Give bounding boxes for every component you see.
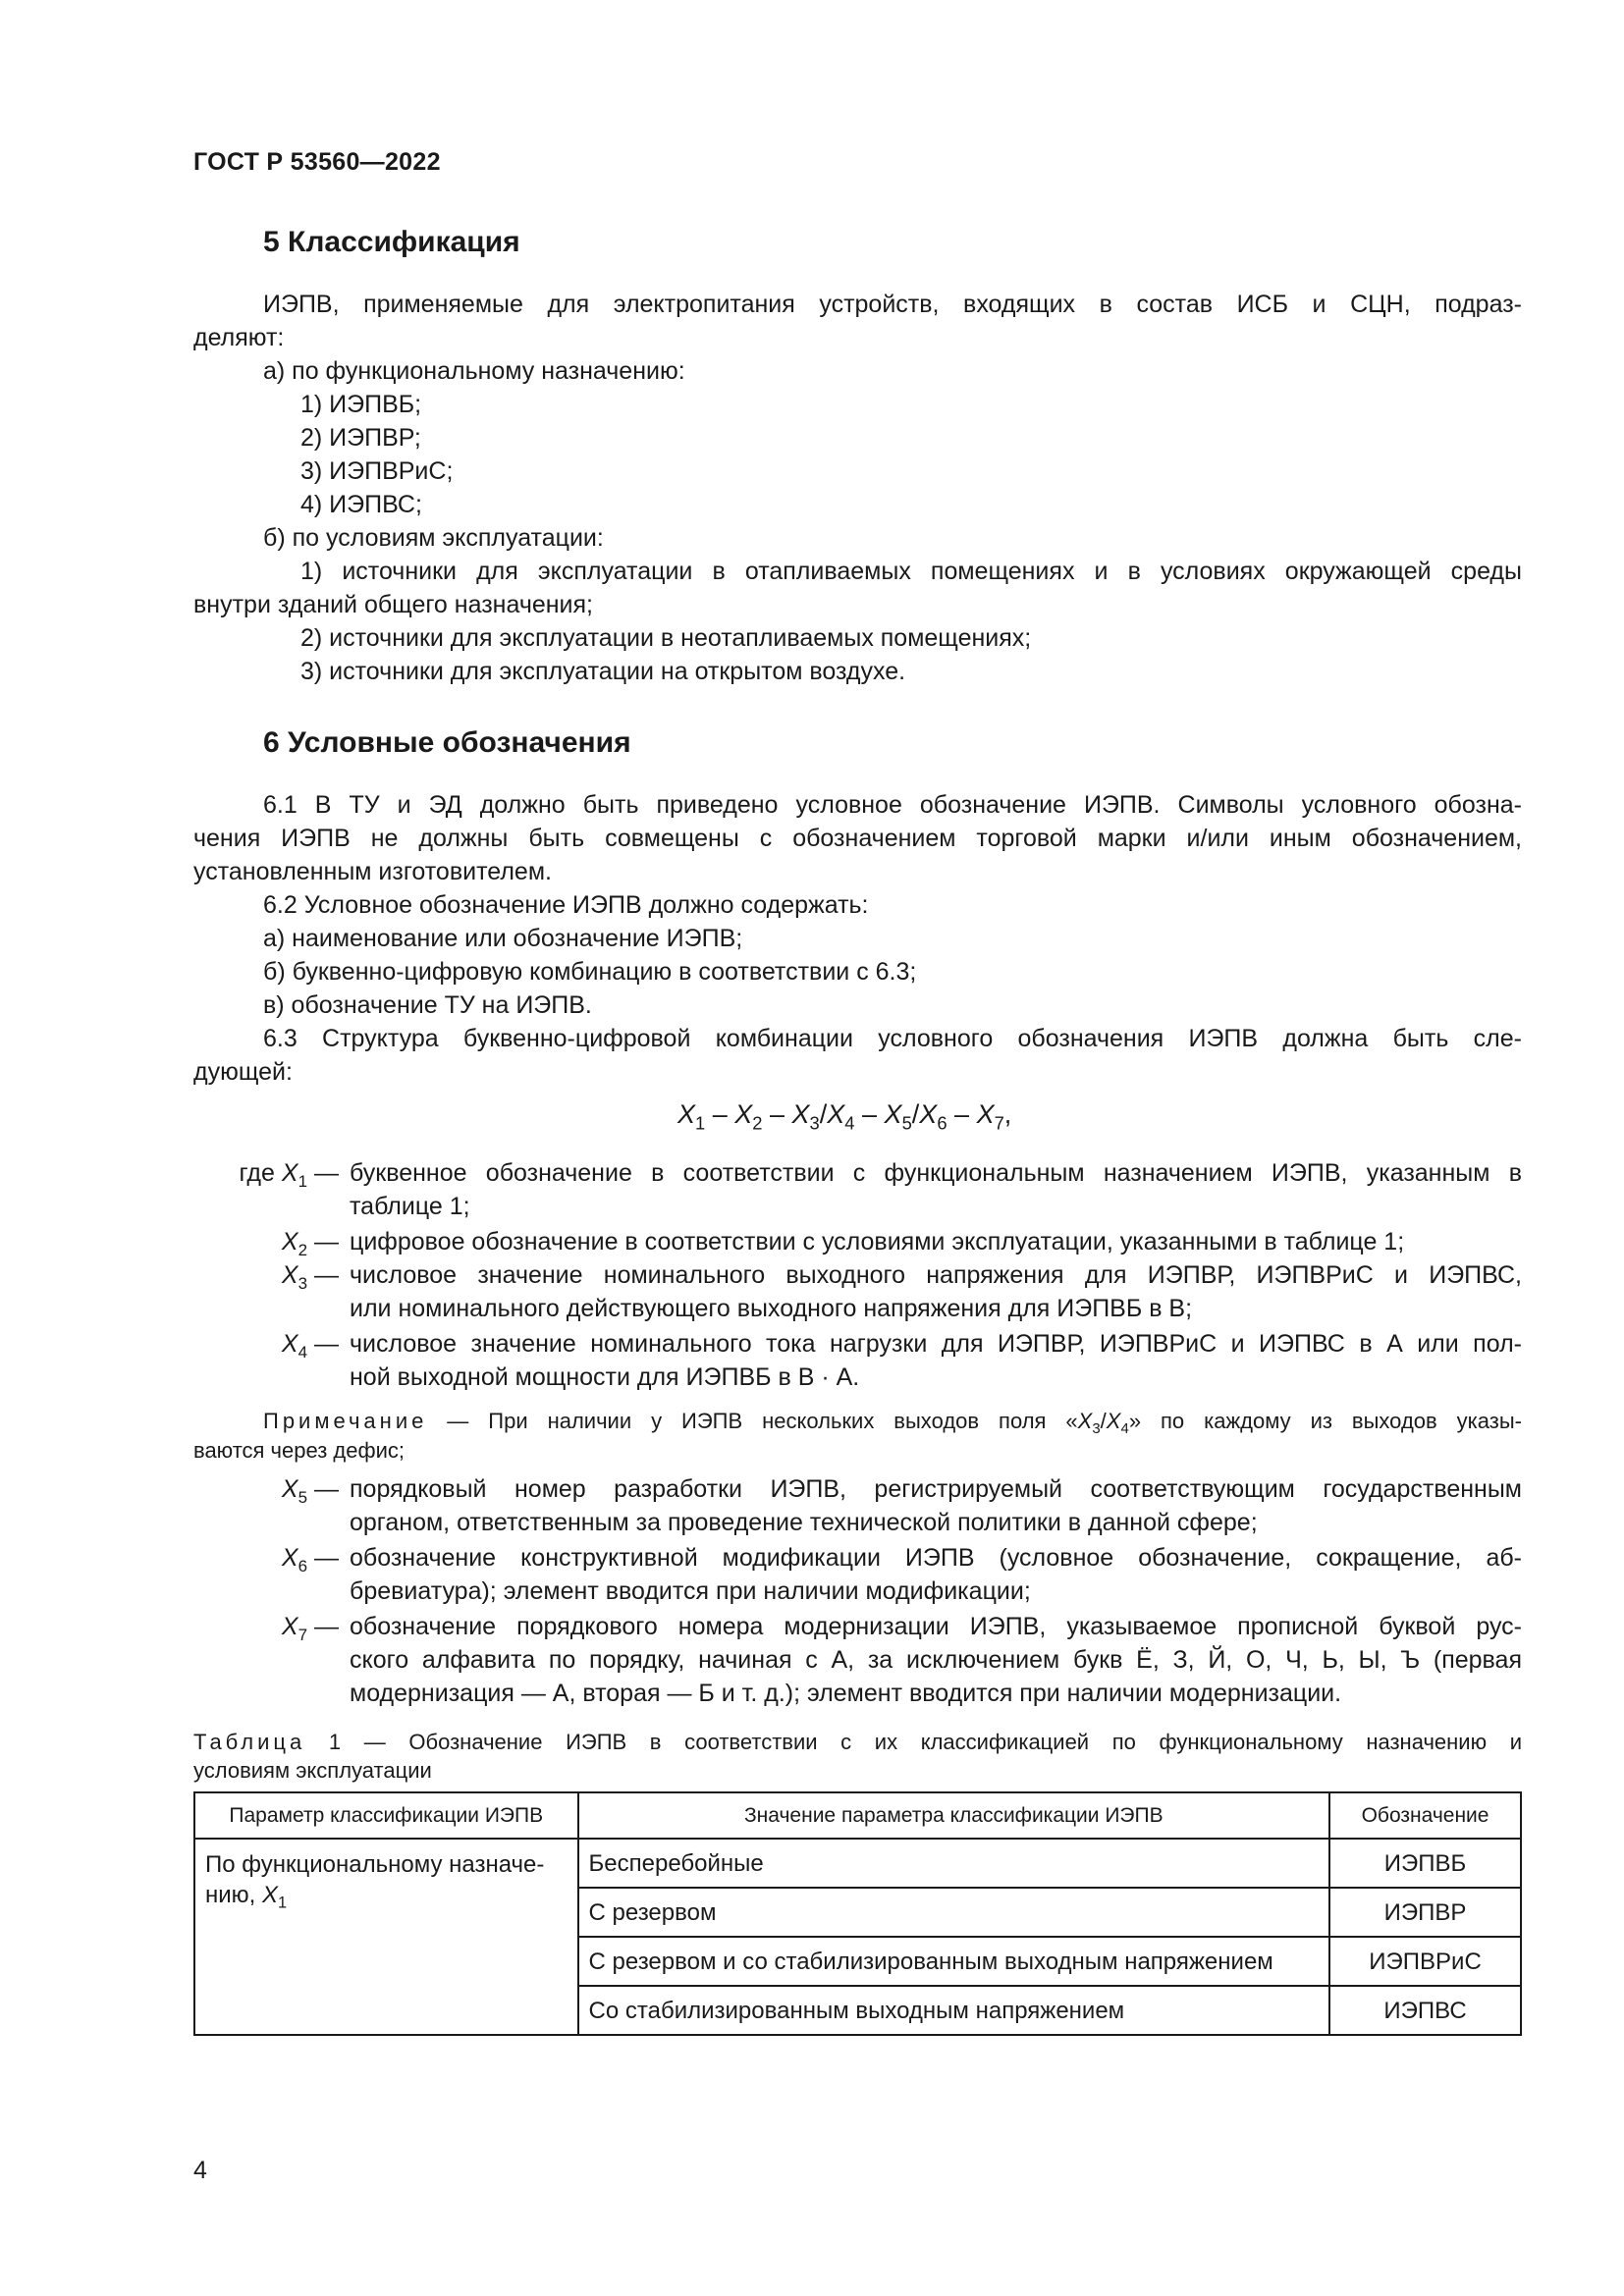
- symbol-x4: $X_4$: [281, 1330, 308, 1362]
- para-6-1-line3: установленным изготовителем.: [193, 858, 552, 885]
- definition-x2-text: цифровое обозначение в соответствии с условиями эксплуатации, указанными в таблице 1;: [350, 1228, 1405, 1255]
- section-5-title: 5 Классификация: [263, 226, 520, 258]
- table-cell-code: ИЭПВРиС: [1329, 1937, 1521, 1986]
- table-header-row: [194, 1792, 1521, 1839]
- table-cell-code: ИЭПВБ: [1329, 1839, 1521, 1888]
- list-b-item-2: 2) источники для эксплуатации в неотапливаемых помещениях;: [300, 624, 1032, 652]
- table-cell-value: С резервом: [578, 1888, 1330, 1937]
- para-6-2-a: а) наименование или обозначение ИЭПВ;: [263, 925, 743, 952]
- list-b-item-1-line1: 1) источники для эксплуатации в отапливаемых помещениях и в условиях окружающей среды: [300, 558, 1522, 585]
- definition-x6: $X_6$ — обозначение конструктивной модификации ИЭПВ (условное обозначение, сокращение, аб- бревиатура); элемент вводится при наличии модификации;: [0, 1541, 1624, 1610]
- definition-x5: $X_5$ — порядковый номер разработки ИЭПВ, регистрируемый соответствующим государственным органом, ответственным за проведение технической политики в данной сфере;: [0, 1472, 1624, 1541]
- table-cell-code: ИЭПВР: [1329, 1888, 1521, 1937]
- symbol-x1-table: $X_1$: [262, 1882, 288, 1912]
- table-1-caption-line1: Таблица 1 — Обозначение ИЭПВ в соответствии с их классификацией по функциональному назначению и: [193, 1730, 1522, 1754]
- para-6-2-b: б) буквенно-цифровую комбинацию в соответствии с 6.3;: [263, 958, 917, 986]
- note-line2: ваются через дефис;: [193, 1438, 406, 1463]
- definition-x5-line1: порядковый номер разработки ИЭПВ, регистрируемый соответствующим государственным: [350, 1475, 1522, 1503]
- list-a-item-1: 1) ИЭПВБ;: [300, 391, 422, 418]
- list-b-label: б) по условиям эксплуатации:: [263, 524, 604, 552]
- definition-x6-line2: бревиатура); элемент вводится при наличии модификации;: [350, 1577, 1031, 1605]
- note-line1: Примечание — При наличии у ИЭПВ нескольких выходов поля «$X_3/X_4$» по каждому из выходов указы-: [263, 1409, 1522, 1438]
- list-b-item-3: 3) источники для эксплуатации на открытом воздухе.: [300, 658, 906, 685]
- section-5-intro-line2: деляют:: [193, 324, 285, 351]
- section-5-intro-line1: ИЭПВ, применяемые для электропитания устройств, входящих в состав ИСБ и СЦН, подраз-: [263, 291, 1522, 318]
- table-group-cell: [194, 1839, 578, 2035]
- symbol-x6: $X_6$: [281, 1544, 308, 1575]
- table-header-value: Значение параметра классификации ИЭПВ: [578, 1792, 1330, 1839]
- table-row: [194, 1839, 1521, 1888]
- para-6-1-line2: чения ИЭПВ не должны быть совмещены с обозначением торговой марки и/или иным обозначением,: [193, 825, 1522, 852]
- definition-x7-line1: обозначение порядкового номера модернизации ИЭПВ, указываемое прописной буквой рус-: [350, 1613, 1522, 1640]
- definition-x3-line2: или номинального действующего выходного напряжения для ИЭПВБ в В;: [350, 1295, 1193, 1322]
- symbol-x3: $X_3$: [281, 1261, 308, 1293]
- list-a-item-3: 3) ИЭПВРиС;: [300, 457, 454, 485]
- definition-x7: $X_7$ — обозначение порядкового номера модернизации ИЭПВ, указываемое прописной буквой рус- ского алфавита по порядку, начиная с А, за исключением букв Ё, З, Й, О, Ч, Ь, Ы, Ъ (первая модернизация — А, вторая — Б и т. д.); элемент вводится при наличии модернизации.: [0, 1610, 1624, 1712]
- where-label: где: [239, 1159, 275, 1187]
- symbol-x5: $X_5$: [281, 1475, 308, 1507]
- symbol-x1: $X_1$: [281, 1159, 308, 1191]
- formula: $X_1 - X_2 - X_3/X_4 - X_5/X_6 - X_7$,: [677, 1099, 1012, 1134]
- definition-x4-line2: ной выходной мощности для ИЭПВБ в В · А.: [350, 1363, 860, 1391]
- page-number: 4: [193, 2157, 207, 2184]
- note-label: Примечание: [263, 1409, 428, 1433]
- table-1-caption-line2: условиям эксплуатации: [193, 1758, 432, 1783]
- para-6-2-c: в) обозначение ТУ на ИЭПВ.: [263, 991, 592, 1019]
- definition-x2: $X_2$ — цифровое обозначение в соответствии с условиями эксплуатации, указанными в таблице 1;: [0, 1225, 1624, 1258]
- symbol-x7: $X_7$: [281, 1613, 308, 1644]
- definition-x4-line1: числовое значение номинального тока нагрузки для ИЭПВР, ИЭПВРиС и ИЭПВС в А или пол-: [350, 1330, 1522, 1358]
- para-6-3-line2: дующей:: [193, 1058, 293, 1086]
- table-cell-value: Со стабилизированным выходным напряжением: [578, 1986, 1330, 2035]
- list-a-item-4: 4) ИЭПВС;: [300, 491, 422, 518]
- definition-x5-line2: органом, ответственным за проведение технической политики в данной сфере;: [350, 1509, 1258, 1536]
- definition-x3: $X_3$ — числовое значение номинального выходного напряжения для ИЭПВР, ИЭПВРиС и ИЭПВС, или номинального действующего выходного напряжения для ИЭПВБ в В;: [0, 1258, 1624, 1327]
- table-cell-code: ИЭПВС: [1329, 1986, 1521, 2035]
- para-6-1-line1: 6.1 В ТУ и ЭД должно быть приведено условное обозначение ИЭПВ. Символы условного обозна-: [263, 791, 1522, 819]
- definition-x1-line2: таблице 1;: [350, 1193, 470, 1220]
- para-6-3-line1: 6.3 Структура буквенно-цифровой комбинации условного обозначения ИЭПВ должна быть сле-: [263, 1025, 1522, 1052]
- table-group-label-line2: нию, $X_1$: [205, 1882, 288, 1912]
- list-a-item-2: 2) ИЭПВР;: [300, 424, 421, 452]
- definition-x3-line1: числовое значение номинального выходного напряжения для ИЭПВР, ИЭПВРиС и ИЭПВС,: [350, 1261, 1522, 1289]
- list-b-item-1-line2: внутри зданий общего назначения;: [193, 591, 594, 618]
- definition-x7-line3: модернизация — А, вторая — Б и т. д.); элемент вводится при наличии модернизации.: [350, 1680, 1342, 1707]
- table-cell-value: С резервом и со стабилизированным выходным напряжением: [578, 1937, 1330, 1986]
- table-group-label-line1: По функциональному назначе-: [205, 1851, 545, 1878]
- symbol-x2: $X_2$: [281, 1228, 308, 1259]
- table-1: [193, 1791, 1522, 2036]
- definition-x7-line2: ского алфавита по порядку, начиная с А, за исключением букв Ё, З, Й, О, Ч, Ь, Ы, Ъ (первая: [350, 1646, 1522, 1674]
- definition-x1-line1: буквенное обозначение в соответствии с функциональным назначением ИЭПВ, указанным в: [350, 1159, 1522, 1187]
- table-cell-value: Бесперебойные: [578, 1839, 1330, 1888]
- definition-x1: где $X_1$ — буквенное обозначение в соответствии с функциональным назначением ИЭПВ, указанным в таблице 1;: [0, 1156, 1624, 1225]
- table-header-code: Обозначение: [1329, 1792, 1521, 1839]
- definition-x4: $X_4$ — числовое значение номинального тока нагрузки для ИЭПВР, ИЭПВРиС и ИЭПВС в А или пол- ной выходной мощности для ИЭПВБ в В · А.: [0, 1327, 1624, 1396]
- table-header-param: Параметр классификации ИЭПВ: [194, 1792, 578, 1839]
- list-a-label: а) по функциональному назначению:: [263, 357, 685, 385]
- para-6-2: 6.2 Условное обозначение ИЭПВ должно содержать:: [263, 891, 869, 919]
- table-1-caption-label: Таблица: [193, 1730, 306, 1754]
- document-header-id: ГОСТ Р 53560—2022: [193, 148, 441, 176]
- section-6-title: 6 Условные обозначения: [263, 726, 631, 759]
- definition-x6-line1: обозначение конструктивной модификации ИЭПВ (условное обозначение, сокращение, аб-: [350, 1544, 1522, 1572]
